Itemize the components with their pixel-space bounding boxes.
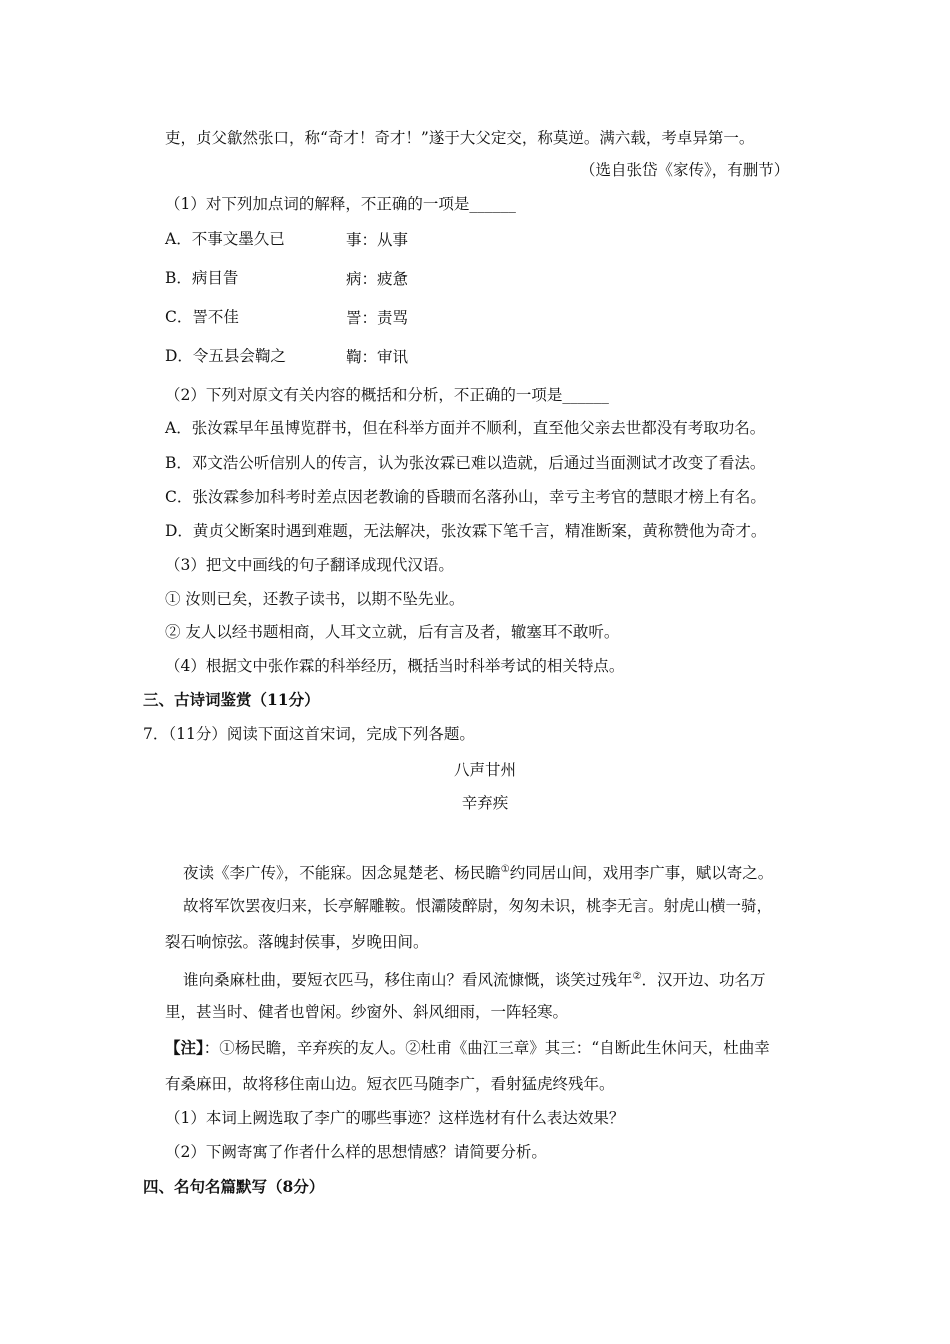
annotation-tag: 【注】 <box>165 1038 204 1057</box>
q1-option-d-gloss: 鞫：审讯 <box>346 348 409 366</box>
passage-tail: 吏，贞父歙然张口，称“奇才！奇才！”遂于大父定交，称莫逆。满六载，考卓异第一。 <box>165 129 755 147</box>
poem-lower-part-2: ．汉开边、功名万 <box>641 971 766 989</box>
q3-item-1: ① 汝则已矣，还教子读书，以期不坠先业。 <box>165 590 465 608</box>
annotation-line-2: 有桑麻田，故将移住南山边。短衣匹马随李广，看射猛虎终残年。 <box>165 1075 615 1093</box>
q7-sub-2: （2）下阙寄寓了作者什么样的思想情感？请简要分析。 <box>165 1143 547 1161</box>
poem-preface <box>183 860 773 883</box>
poem-lower-line-1 <box>183 967 766 990</box>
annotation-line-1 <box>165 1038 770 1058</box>
q1-option-c: C．詈不佳 <box>165 308 239 326</box>
q2-option-c: C．张汝霖参加科考时差点因老教谕的昏聩而名落孙山，幸亏主考官的慧眼才榜上有名。 <box>165 488 766 506</box>
q1-option-c-gloss: 詈：责骂 <box>346 309 409 327</box>
q3-item-2: ② 友人以经书题相商，人耳文立就，后有言及者，辙塞耳不敢听。 <box>165 623 620 641</box>
annotation-text-1: ：①杨民瞻，辛弃疾的友人。②杜甫《曲江三章》其三：“自断此生休问天，杜曲幸 <box>203 1039 770 1057</box>
q1-option-a: A．不事文墨久已 <box>165 230 285 248</box>
poem-lower-part-1: 谁向桑麻杜曲，要短衣匹马，移住南山？看风流慷慨，谈笑过残年 <box>183 971 633 989</box>
poem-preface-part-2: 约同居山间，戏用李广事，赋以寄之。 <box>509 864 774 882</box>
q4-stem: （4）根据文中张作霖的科举经历，概括当时科举考试的相关特点。 <box>165 657 625 675</box>
q2-option-a: A．张汝霖早年虽博览群书，但在科举方面并不顺利，直至他父亲去世都没有考取功名。 <box>165 419 766 437</box>
source-note: （选自张岱《家传》，有删节） <box>580 161 790 179</box>
footnote-marker-1: ① <box>500 864 510 875</box>
q7-stem: 7．（11分）阅读下面这首宋词，完成下列各题。 <box>143 725 475 743</box>
q2-option-d: D．黄贞父断案时遇到难题，无法解决，张汝霖下笔千言，精准断案，黄称赞他为奇才。 <box>165 522 767 540</box>
q1-option-a-gloss: 事：从事 <box>346 231 409 249</box>
section-3-heading: 三、古诗词鉴赏（11分） <box>143 690 320 709</box>
poem-author: 辛弃疾 <box>461 794 509 812</box>
section-4-heading: 四、名句名篇默写（8分） <box>143 1177 325 1196</box>
q1-option-b-gloss: 病：疲惫 <box>346 270 409 288</box>
q2-stem: （2）下列对原文有关内容的概括和分析，不正确的一项是______ <box>165 386 609 404</box>
poem-preface-part-1: 夜读《李广传》，不能寐。因念晁楚老、杨民瞻 <box>183 864 501 882</box>
footnote-marker-2: ② <box>632 971 642 982</box>
q1-stem: （1）对下列加点词的解释，不正确的一项是______ <box>165 195 516 213</box>
q1-option-d: D．令五县会鞫之 <box>165 347 286 365</box>
poem-upper-line-1: 故将军饮罢夜归来，长亭解雕鞍。恨灞陵醉尉，匆匆未识，桃李无言。射虎山横一骑， <box>183 897 773 915</box>
q7-sub-1: （1）本词上阙选取了李广的哪些事迹？这样选材有什么表达效果？ <box>165 1109 625 1127</box>
q1-option-b: B．病目眚 <box>165 269 239 287</box>
poem-title: 八声甘州 <box>453 761 516 779</box>
q2-option-b: B．邓文浩公听信别人的传言，认为张汝霖已难以造就，后通过当面测试才改变了看法。 <box>165 454 766 472</box>
poem-upper-line-2: 裂石响惊弦。落魄封侯事，岁晚田间。 <box>165 933 429 951</box>
q3-stem: （3）把文中画线的句子翻译成现代汉语。 <box>165 556 454 574</box>
poem-lower-line-2: 里，甚当时、健者也曾闲。纱窗外、斜风细雨，一阵轻寒。 <box>165 1003 569 1021</box>
